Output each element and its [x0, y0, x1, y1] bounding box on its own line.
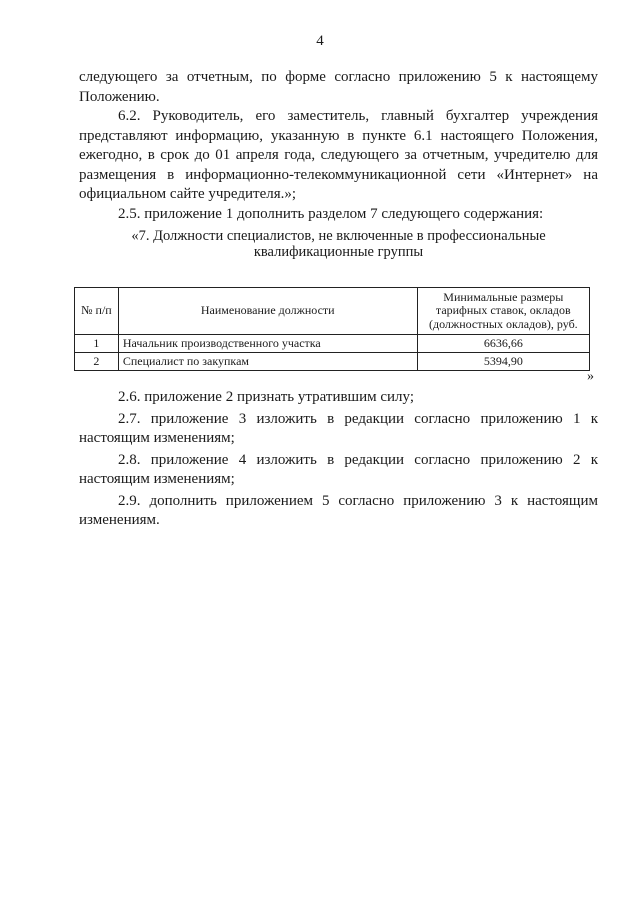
row-position-name: Начальник производственного участка: [118, 335, 417, 353]
section-title-line-1: «7. Должности специалистов, не включенные в профессиональные: [131, 228, 546, 244]
paragraph-2-6: 2.6. приложение 2 признать утратившим силу;: [118, 389, 415, 405]
row-number: 2: [75, 353, 119, 371]
paragraph-2-5: 2.5. приложение 1 дополнить разделом 7 следующего содержания:: [118, 205, 544, 222]
paragraph-2-8: 2.8. приложение 4 изложить в редакции согласно приложению 2 к настоящим изменениям;: [79, 451, 598, 487]
body-text-top: [79, 68, 598, 224]
row-position-name: Специалист по закупкам: [118, 353, 417, 371]
row-min-rate: 6636,66: [417, 335, 589, 353]
header-min-rate: Минимальные размеры тарифных ставок, окладов (должностных окладов), руб.: [417, 288, 589, 335]
row-min-rate: 5394,90: [417, 353, 589, 371]
section-title: [79, 228, 598, 260]
row-number: 1: [75, 335, 119, 353]
positions-table: [74, 287, 590, 371]
table-row: [75, 335, 590, 353]
section-title-line-2: квалификационные группы: [253, 244, 424, 260]
paragraph-6-2: 6.2. Руководитель, его заместитель, главный бухгалтер учреждения представляют информацию, указанную в пункте 6.1 настоящего Положения, ежегодно, в срок до 01 апреля года, следующего за отчетным, учредителю для размещения в информационно-телекоммуникационной сети «Интернет» на официальном сайте учредителя.»;: [79, 108, 598, 202]
paragraph-2-9: 2.9. дополнить приложением 5 согласно приложению 3 к настоящим изменениям.: [79, 492, 598, 528]
table-row: [75, 353, 590, 371]
closing-quote: »: [587, 369, 594, 384]
table-header-row: [75, 288, 590, 335]
body-text-bottom: [79, 388, 598, 533]
paragraph-continuation: следующего за отчетным, по форме согласно приложению 5 к настоящему Положению.: [79, 69, 598, 105]
paragraph-2-7: 2.7. приложение 3 изложить в редакции согласно приложению 1 к настоящим изменениям;: [79, 410, 598, 446]
header-number: № п/п: [75, 288, 119, 335]
page-number: 4: [316, 33, 324, 49]
header-position-name: Наименование должности: [118, 288, 417, 335]
